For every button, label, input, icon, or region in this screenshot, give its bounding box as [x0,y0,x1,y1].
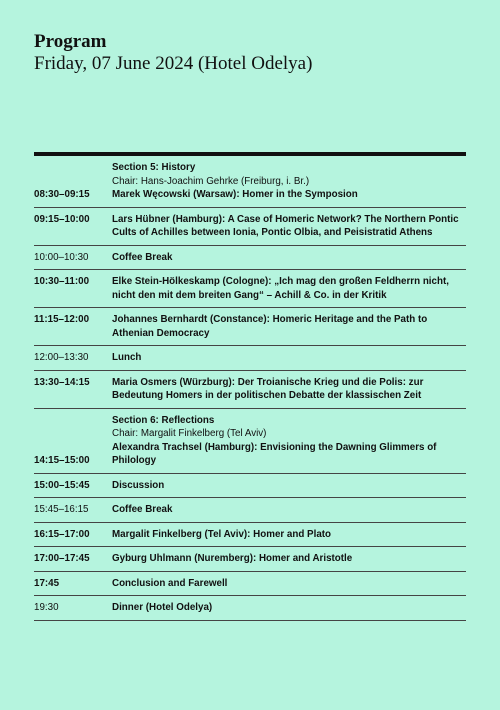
schedule-content [112,503,466,517]
schedule-time-label: 19:30 [34,602,59,613]
session-title: Maria Osmers (Würzburg): Der Troianische Krieg und die Polis: zur Bedeutung Homers in der politischen Debatte der klassischen Zeit [112,376,424,401]
session-title: Elke Stein-Hölkeskamp (Cologne): „Ich mag den großen Feldherrn nicht, nicht den mit dem breiten Gang“ – Achill & Co. in der Kritik [112,276,449,301]
page-header [34,31,312,75]
schedule-row [34,596,466,621]
schedule-row [34,547,466,572]
schedule-row [34,523,466,548]
session-title: Margalit Finkelberg (Tel Aviv): Homer and Plato [112,528,332,540]
schedule-time-label: 09:15–10:00 [34,213,90,225]
session-title: Lars Hübner (Hamburg): A Case of Homeric Network? The Northern Pontic Cults of Achilles between Ionia, Pontic Olbia, and Peisistratid Athens [112,213,459,238]
schedule-content [112,528,466,542]
schedule-content [112,376,466,403]
schedule-time [34,351,112,365]
schedule-content [112,414,466,468]
session-title: Dinner (Hotel Odelya) [112,602,213,613]
schedule-time-label: 14:15–15:00 [34,455,90,466]
schedule-row [34,474,466,499]
page-title: Program [34,31,107,52]
schedule-time [34,503,112,517]
session-chair: Chair: Hans-Joachim Gehrke (Freiburg, i. Br.) [112,175,310,187]
schedule-row [34,246,466,271]
schedule-time [34,313,112,340]
schedule-row [34,308,466,346]
schedule-content [112,251,466,265]
schedule-time [34,414,112,468]
schedule-content [112,479,466,493]
schedule-time-label: 10:00–10:30 [34,251,89,263]
section-heading: Section 5: History [112,162,196,173]
schedule-time [34,577,112,591]
schedule-time [34,275,112,302]
session-title: Marek Węcowski (Warsaw): Homer in the Symposion [112,189,358,200]
schedule-content [112,313,466,340]
schedule-time-label: 11:15–12:00 [34,314,90,325]
schedule-row [34,270,466,308]
schedule-time [34,376,112,403]
schedule-content [112,577,466,591]
session-title: Discussion [112,479,165,491]
schedule-time-label: 12:00–13:30 [34,352,89,363]
schedule-table [34,156,466,621]
session-title: Alexandra Trachsel (Hamburg): Envisioning the Dawning Glimmers of Philology [112,441,437,466]
schedule-time [34,251,112,265]
schedule-time [34,213,112,240]
section-heading: Section 6: Reflections [112,414,215,426]
schedule-row [34,572,466,597]
schedule-time [34,552,112,566]
schedule-content [112,351,466,365]
schedule-row [34,156,466,208]
schedule-content [112,275,466,302]
session-title: Johannes Bernhardt (Constance): Homeric Heritage and the Path to Athenian Democracy [112,314,428,339]
schedule-content [112,601,466,615]
session-title: Coffee Break [112,251,173,263]
schedule-time-label: 17:00–17:45 [34,553,90,564]
schedule-row [34,346,466,371]
schedule-row [34,208,466,246]
schedule-time-label: 13:30–14:15 [34,376,90,388]
session-title: Conclusion and Farewell [112,577,228,589]
schedule-time-label: 08:30–09:15 [34,189,90,200]
schedule-time-label: 17:45 [34,577,60,589]
schedule-row [34,409,466,474]
schedule-time [34,601,112,615]
schedule-time [34,479,112,493]
session-title: Gyburg Uhlmann (Nuremberg): Homer and Aristotle [112,553,353,564]
schedule-row [34,371,466,409]
schedule-time [34,528,112,542]
page-subtitle: Friday, 07 June 2024 (Hotel Odelya) [34,53,313,74]
session-title: Coffee Break [112,504,173,515]
schedule-content [112,161,466,202]
schedule-content [112,552,466,566]
schedule-time-label: 16:15–17:00 [34,528,90,540]
session-title: Lunch [112,352,142,363]
schedule-row [34,498,466,523]
schedule-time-label: 15:45–16:15 [34,504,89,515]
schedule-time-label: 10:30–11:00 [34,276,90,287]
schedule-time-label: 15:00–15:45 [34,479,90,491]
session-chair: Chair: Margalit Finkelberg (Tel Aviv) [112,428,267,439]
schedule-content [112,213,466,240]
schedule-time [34,161,112,202]
